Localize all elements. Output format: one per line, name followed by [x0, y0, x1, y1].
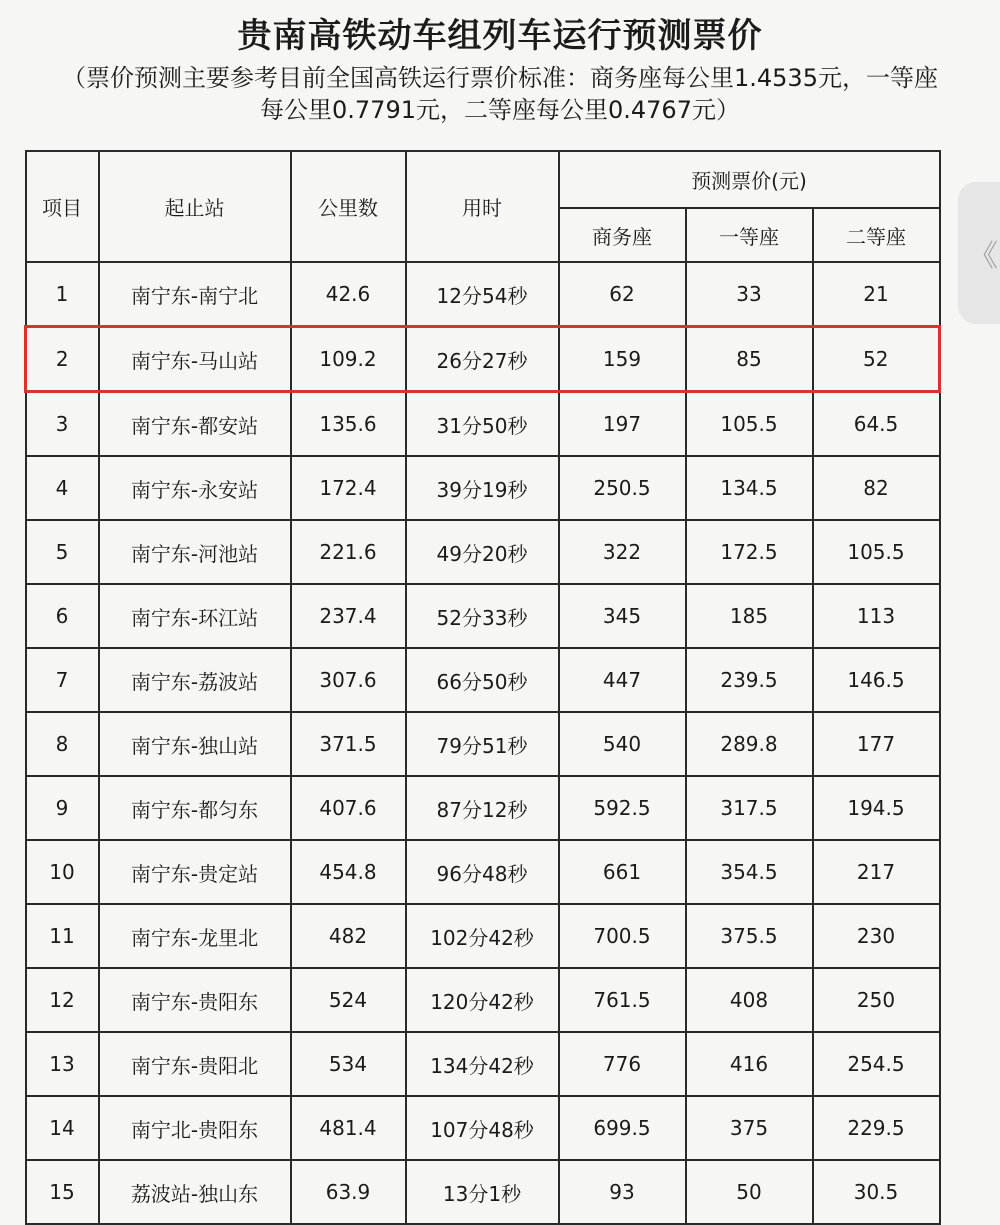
- cell-item: 15: [26, 1160, 99, 1224]
- table-row: [26, 327, 940, 392]
- cell-item: 14: [26, 1096, 99, 1160]
- cell-item: 1: [26, 262, 99, 327]
- cell-first: 85: [686, 327, 813, 392]
- table-row: [26, 456, 940, 520]
- cell-duration: 13分1秒: [406, 1160, 559, 1224]
- header-distance: 公里数: [291, 151, 406, 262]
- cell-business: 776: [559, 1032, 686, 1096]
- cell-first: 33: [686, 262, 813, 327]
- cell-distance: 172.4: [291, 456, 406, 520]
- cell-item: 2: [26, 327, 99, 392]
- header-route: 起止站: [99, 151, 291, 262]
- cell-business: 197: [559, 392, 686, 457]
- cell-item: 3: [26, 392, 99, 457]
- cell-first: 408: [686, 968, 813, 1032]
- table-row: [26, 904, 940, 968]
- cell-first: 239.5: [686, 648, 813, 712]
- cell-distance: 42.6: [291, 262, 406, 327]
- table-row: [26, 584, 940, 648]
- fare-table-body: [26, 262, 940, 1224]
- cell-distance: 109.2: [291, 327, 406, 392]
- cell-distance: 221.6: [291, 520, 406, 584]
- cell-route: 南宁东-独山站: [99, 712, 291, 776]
- cell-distance: 371.5: [291, 712, 406, 776]
- cell-route: 南宁东-龙里北: [99, 904, 291, 968]
- cell-second: 52: [813, 327, 940, 392]
- cell-business: 540: [559, 712, 686, 776]
- cell-first: 375.5: [686, 904, 813, 968]
- cell-business: 699.5: [559, 1096, 686, 1160]
- cell-business: 322: [559, 520, 686, 584]
- header-fare-group: 预测票价(元): [559, 151, 940, 208]
- cell-item: 4: [26, 456, 99, 520]
- cell-route: 南宁东-永安站: [99, 456, 291, 520]
- cell-first: 172.5: [686, 520, 813, 584]
- header-first: 一等座: [686, 208, 813, 262]
- cell-second: 113: [813, 584, 940, 648]
- chevron-left-icon: 《: [968, 239, 998, 274]
- cell-duration: 79分51秒: [406, 712, 559, 776]
- cell-business: 345: [559, 584, 686, 648]
- page-title: 贵南高铁动车组列车运行预测票价: [237, 16, 763, 56]
- cell-duration: 102分42秒: [406, 904, 559, 968]
- cell-duration: 66分50秒: [406, 648, 559, 712]
- cell-second: 64.5: [813, 392, 940, 457]
- cell-first: 105.5: [686, 392, 813, 457]
- cell-item: 10: [26, 840, 99, 904]
- cell-first: 134.5: [686, 456, 813, 520]
- cell-business: 62: [559, 262, 686, 327]
- cell-distance: 534: [291, 1032, 406, 1096]
- cell-business: 93: [559, 1160, 686, 1224]
- table-header-row: [26, 151, 940, 208]
- cell-route: 荔波站-独山东: [99, 1160, 291, 1224]
- cell-item: 11: [26, 904, 99, 968]
- cell-duration: 49分20秒: [406, 520, 559, 584]
- cell-route: 南宁东-荔波站: [99, 648, 291, 712]
- cell-item: 7: [26, 648, 99, 712]
- cell-duration: 26分27秒: [406, 327, 559, 392]
- cell-distance: 454.8: [291, 840, 406, 904]
- table-row: [26, 776, 940, 840]
- table-row: [26, 840, 940, 904]
- cell-business: 761.5: [559, 968, 686, 1032]
- cell-second: 105.5: [813, 520, 940, 584]
- table-row: [26, 712, 940, 776]
- cell-distance: 482: [291, 904, 406, 968]
- header-business: 商务座: [559, 208, 686, 262]
- cell-item: 12: [26, 968, 99, 1032]
- cell-first: 317.5: [686, 776, 813, 840]
- cell-second: 229.5: [813, 1096, 940, 1160]
- cell-distance: 481.4: [291, 1096, 406, 1160]
- cell-duration: 52分33秒: [406, 584, 559, 648]
- header-duration: 用时: [406, 151, 559, 262]
- cell-second: 217: [813, 840, 940, 904]
- header-second: 二等座: [813, 208, 940, 262]
- cell-item: 13: [26, 1032, 99, 1096]
- cell-route: 南宁东-马山站: [99, 327, 291, 392]
- cell-distance: 237.4: [291, 584, 406, 648]
- cell-distance: 407.6: [291, 776, 406, 840]
- table-row: [26, 968, 940, 1032]
- fare-table: [24, 150, 941, 1225]
- cell-business: 250.5: [559, 456, 686, 520]
- cell-first: 416: [686, 1032, 813, 1096]
- cell-duration: 134分42秒: [406, 1032, 559, 1096]
- cell-duration: 87分12秒: [406, 776, 559, 840]
- cell-business: 661: [559, 840, 686, 904]
- cell-first: 375: [686, 1096, 813, 1160]
- cell-route: 南宁东-都安站: [99, 392, 291, 457]
- cell-route: 南宁东-贵阳北: [99, 1032, 291, 1096]
- cell-second: 21: [813, 262, 940, 327]
- cell-duration: 39分19秒: [406, 456, 559, 520]
- cell-duration: 31分50秒: [406, 392, 559, 457]
- cell-duration: 107分48秒: [406, 1096, 559, 1160]
- cell-second: 250: [813, 968, 940, 1032]
- page-subtitle: （票价预测主要参考目前全国高铁运行票价标准：商务座每公里1.4535元，一等座每公里0.7791元，二等座每公里0.4767元）: [62, 64, 938, 124]
- cell-business: 159: [559, 327, 686, 392]
- cell-route: 南宁东-南宁北: [99, 262, 291, 327]
- cell-second: 230: [813, 904, 940, 968]
- cell-business: 447: [559, 648, 686, 712]
- cell-duration: 96分48秒: [406, 840, 559, 904]
- cell-item: 6: [26, 584, 99, 648]
- cell-second: 30.5: [813, 1160, 940, 1224]
- cell-route: 南宁东-河池站: [99, 520, 291, 584]
- side-handle[interactable]: [958, 182, 1000, 324]
- cell-route: 南宁东-环江站: [99, 584, 291, 648]
- header-item: 项目: [26, 151, 99, 262]
- cell-distance: 307.6: [291, 648, 406, 712]
- cell-first: 354.5: [686, 840, 813, 904]
- cell-second: 82: [813, 456, 940, 520]
- cell-item: 9: [26, 776, 99, 840]
- table-row: [26, 1096, 940, 1160]
- cell-route: 南宁北-贵阳东: [99, 1096, 291, 1160]
- cell-first: 185: [686, 584, 813, 648]
- cell-duration: 120分42秒: [406, 968, 559, 1032]
- cell-business: 592.5: [559, 776, 686, 840]
- cell-route: 南宁东-都匀东: [99, 776, 291, 840]
- cell-second: 254.5: [813, 1032, 940, 1096]
- cell-business: 700.5: [559, 904, 686, 968]
- cell-item: 5: [26, 520, 99, 584]
- table-row: [26, 1032, 940, 1096]
- cell-item: 8: [26, 712, 99, 776]
- cell-duration: 12分54秒: [406, 262, 559, 327]
- cell-first: 50: [686, 1160, 813, 1224]
- cell-distance: 63.9: [291, 1160, 406, 1224]
- table-row: [26, 520, 940, 584]
- cell-distance: 524: [291, 968, 406, 1032]
- cell-route: 南宁东-贵定站: [99, 840, 291, 904]
- table-row: [26, 648, 940, 712]
- cell-second: 177: [813, 712, 940, 776]
- cell-distance: 135.6: [291, 392, 406, 457]
- cell-route: 南宁东-贵阳东: [99, 968, 291, 1032]
- cell-second: 194.5: [813, 776, 940, 840]
- table-row: [26, 392, 940, 457]
- cell-first: 289.8: [686, 712, 813, 776]
- table-row: [26, 262, 940, 327]
- cell-second: 146.5: [813, 648, 940, 712]
- table-row: [26, 1160, 940, 1224]
